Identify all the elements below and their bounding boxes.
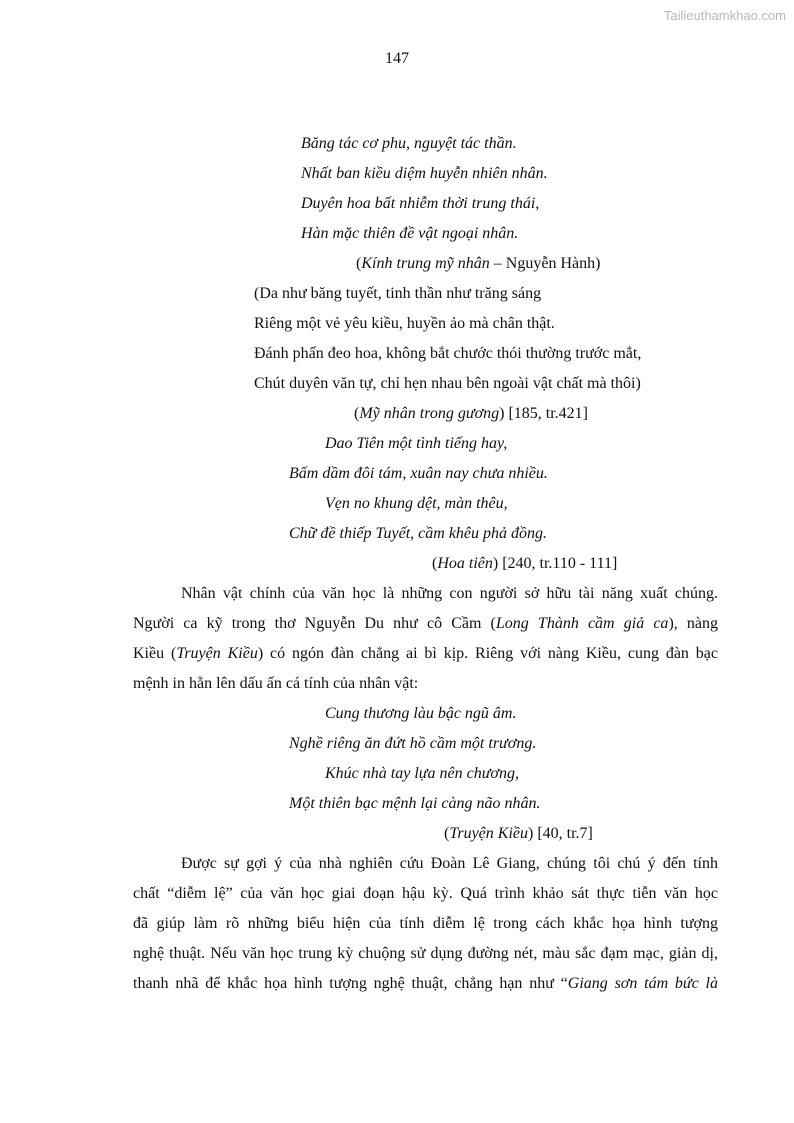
poem2-citation: (Hoa tiên) [240, tr.110 - 111] bbox=[432, 555, 618, 572]
poem2-line: Bấm dầm đôi tám, xuân nay chưa nhiều. bbox=[289, 465, 548, 482]
poem2-line: Dao Tiên một tình tiếng hay, bbox=[325, 435, 508, 452]
paragraph1-line: mệnh in hằn lên dấu ấn cá tính của nhân vật: bbox=[133, 675, 419, 692]
paragraph2-line: đã giúp làm rõ những biểu hiện của tính diễm lệ trong cách khắc họa hình tượng bbox=[133, 915, 718, 932]
paragraph2-line: chất “diễm lệ” của văn học giai đoạn hậu kỳ. Quá trình khảo sát thực tiễn văn học bbox=[133, 885, 718, 902]
poem3-citation: (Truyện Kiều) [40, tr.7] bbox=[444, 825, 593, 842]
paragraph1-line: Nhân vật chính của văn học là những con người sở hữu tài năng xuất chúng. bbox=[181, 585, 718, 602]
translation-line: Đánh phấn đeo hoa, không bắt chước thói thường trước mắt, bbox=[254, 345, 642, 362]
poem3-line: Cung thương làu bậc ngũ âm. bbox=[325, 705, 517, 722]
translation-line: Riêng một vẻ yêu kiều, huyền ảo mà chân thật. bbox=[254, 315, 555, 332]
poem3-line: Nghề riêng ăn đứt hồ cầm một trương. bbox=[289, 735, 537, 752]
poem3-line: Khúc nhà tay lựa nên chương, bbox=[325, 765, 519, 782]
poem2-line: Vẹn no khung dệt, màn thêu, bbox=[325, 495, 508, 512]
poem1-line: Nhất ban kiều diệm huyễn nhiên nhân. bbox=[301, 165, 548, 182]
watermark: Tailieuthamkhao.com bbox=[663, 8, 786, 23]
translation-line: (Da như băng tuyết, tinh thần như trăng sáng bbox=[254, 285, 542, 302]
translation-citation: (Mỹ nhân trong gương) [185, tr.421] bbox=[354, 405, 588, 422]
poem3-line: Một thiên bạc mệnh lại càng não nhân. bbox=[289, 795, 541, 812]
poem1-line: Băng tác cơ phu, nguyệt tác thần. bbox=[301, 135, 517, 152]
paragraph1-line: Người ca kỹ trong thơ Nguyễn Du như cô Cầm (Long Thành cầm giả ca), nàng bbox=[133, 615, 719, 632]
paragraph2-line: nghệ thuật. Nếu văn học trung kỳ chuộng sử dụng đường nét, màu sắc đạm mạc, giản dị, bbox=[133, 945, 718, 962]
poem1-line: Hàn mặc thiên đề vật ngoại nhân. bbox=[301, 225, 519, 242]
paragraph1-line: Kiều (Truyện Kiều) có ngón đàn chẳng ai bì kịp. Riêng với nàng Kiều, cung đàn bạc bbox=[133, 645, 719, 662]
translation-line: Chút duyên văn tự, chỉ hẹn nhau bên ngoài vật chất mà thôi) bbox=[254, 375, 641, 392]
poem2-line: Chữ đề thiếp Tuyết, cầm khêu phả đồng. bbox=[289, 525, 548, 542]
paragraph2-line: thanh nhã để khắc họa hình tượng nghệ thuật, chẳng hạn như “Giang sơn tám bức là bbox=[133, 975, 718, 992]
poem1-line: Duyên hoa bất nhiễm thời trung thái, bbox=[301, 195, 540, 212]
poem1-citation: (Kính trung mỹ nhân – Nguyễn Hành) bbox=[356, 255, 601, 272]
paragraph2-line: Được sự gợi ý của nhà nghiên cứu Đoàn Lê Giang, chúng tôi chú ý đến tính bbox=[181, 855, 718, 872]
page-number: 147 bbox=[385, 50, 409, 67]
